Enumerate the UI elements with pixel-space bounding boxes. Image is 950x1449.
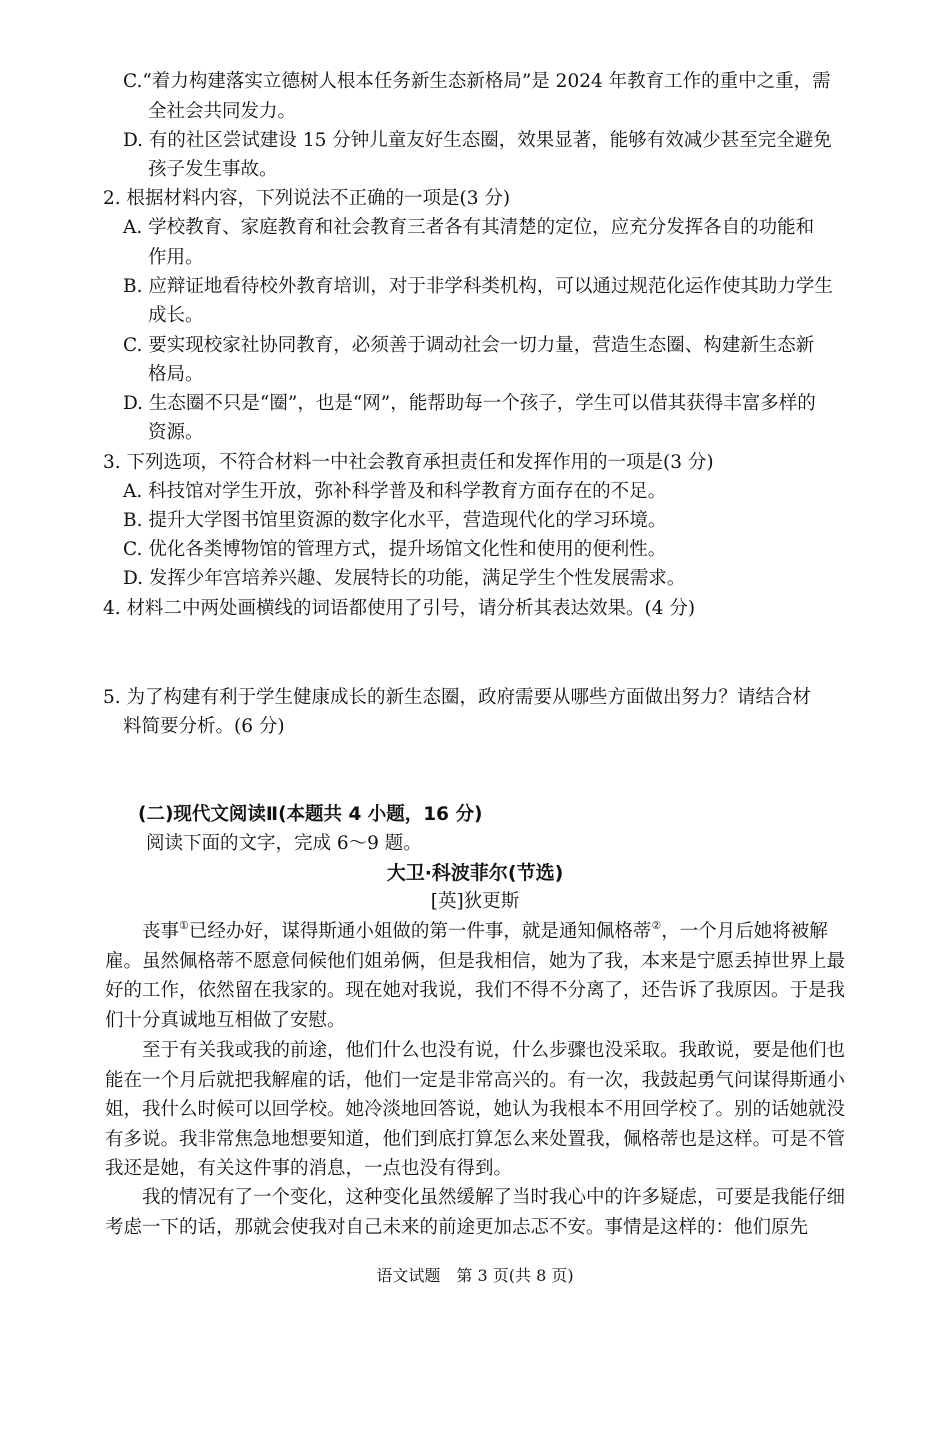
q2-option-c-line2: 格局。 (148, 364, 204, 385)
footnote-marker-1: ① (179, 919, 189, 932)
q2-option-c-line1: C. 要实现校家社协同教育，必须善于调动社会一切力量，营造生态圈、构建新生态新 (123, 335, 815, 356)
q2-option-b-line2: 成长。 (148, 305, 204, 326)
q3-option-b: B. 提升大学图书馆里资源的数字化水平，营造现代化的学习环境。 (123, 510, 667, 531)
q2-option-d-line2: 资源。 (148, 422, 204, 443)
q2-stem: 2. 根据材料内容，下列说法不正确的一项是(3 分) (103, 188, 511, 209)
q1-option-c-line1: C.“着力构建落实立德树人根本任务新生态新格局”是 2024 年教育工作的重中之重，需 (123, 71, 831, 92)
q1-option-d-line2: 孩子发生事故。 (148, 159, 278, 180)
passage-paragraph-2: 至于有关我或我的前途，他们什么也没有说，什么步骤也没采取。我敢说，要是他们也能在一个月后就把我解雇的话，他们一定是非常高兴的。有一次，我鼓起勇气问谋得斯通小姐，我什么时候可以回学校。她冷淡地回答说，她认为我根本不用回学校了。别的话她就没有多说。我非常焦急地想要知道，他们到底打算怎么来处置我，佩格蒂也是这样。可是不管我还是她，有关这件事的消息，一点也没有得到。 (105, 1040, 846, 1179)
paragraph-1-part-c: ，一个月后她将被解雇。虽然佩格蒂不愿意伺候他们姐弟俩，但是我相信，她为了我，本来是宁愿丢掉世界上最好的工作，依然留在我家的。现在她对我说，我们不得不分离了，还告诉了我原因。于是我们十分真诚地互相做了安慰。 (105, 921, 846, 1031)
passage-paragraph-3: 我的情况有了一个变化，这种变化虽然缓解了当时我心中的许多疑虑，可要是我能仔细考虑一下的话，那就会使我对自己未来的前途更加忐忑不安。事情是这样的：他们原先 (105, 1187, 846, 1238)
section-instruction: 阅读下面的文字，完成 6～9 题。 (146, 833, 422, 854)
q5-stem-line1: 5. 为了构建有利于学生健康成长的新生态圈，政府需要从哪些方面做出努力？请结合材 (103, 687, 812, 708)
q1-option-c-line2: 全社会共同发力。 (148, 101, 297, 122)
q3-option-c: C. 优化各类博物馆的管理方式，提升场馆文化性和使用的便利性。 (123, 539, 667, 560)
passage-paragraph-1 (105, 917, 850, 1035)
paragraph-1-part-b: 已经办好，谋得斯通小姐做的第一件事，就是通知佩格蒂 (188, 921, 652, 942)
q4-stem: 4. 材料二中两处画横线的词语都使用了引号，请分析其表达效果。(4 分) (103, 598, 696, 619)
q1-option-d-line1: D. 有的社区尝试建设 15 分钟儿童友好生态圈，效果显著，能够有效减少甚至完全避免 (123, 130, 832, 151)
page-footer: 语文试题 第 3 页(共 8 页) (376, 1266, 574, 1285)
q2-option-d-line1: D. 生态圈不只是“圈”，也是“网”，能帮助每一个孩子，学生可以借其获得丰富多样的 (123, 393, 816, 414)
q3-option-d: D. 发挥少年宫培养兴趣、发展特长的功能，满足学生个性发展需求。 (123, 568, 686, 589)
q2-option-a-line2: 作用。 (148, 247, 204, 268)
q3-stem: 3. 下列选项，不符合材料一中社会教育承担责任和发挥作用的一项是(3 分) (103, 452, 714, 473)
passage-author: [英]狄更斯 (430, 891, 520, 912)
footnote-marker-2: ② (651, 919, 662, 932)
paragraph-1-part-a: 丧事 (142, 921, 180, 942)
section-heading: (二)现代文阅读Ⅱ(本题共 4 小题，16 分) (138, 804, 483, 825)
q2-option-b-line1: B. 应辩证地看待校外教育培训，对于非学科类机构，可以通过规范化运作使其助力学生 (123, 276, 833, 297)
q5-stem-line2: 料简要分析。(6 分) (123, 716, 285, 737)
q3-option-a: A. 科技馆对学生开放，弥补科学普及和科学教育方面存在的不足。 (123, 481, 667, 502)
q2-option-a-line1: A. 学校教育、家庭教育和社会教育三者各有其清楚的定位，应充分发挥各自的功能和 (123, 217, 815, 238)
passage-title: 大卫·科波菲尔(节选) (386, 862, 564, 884)
